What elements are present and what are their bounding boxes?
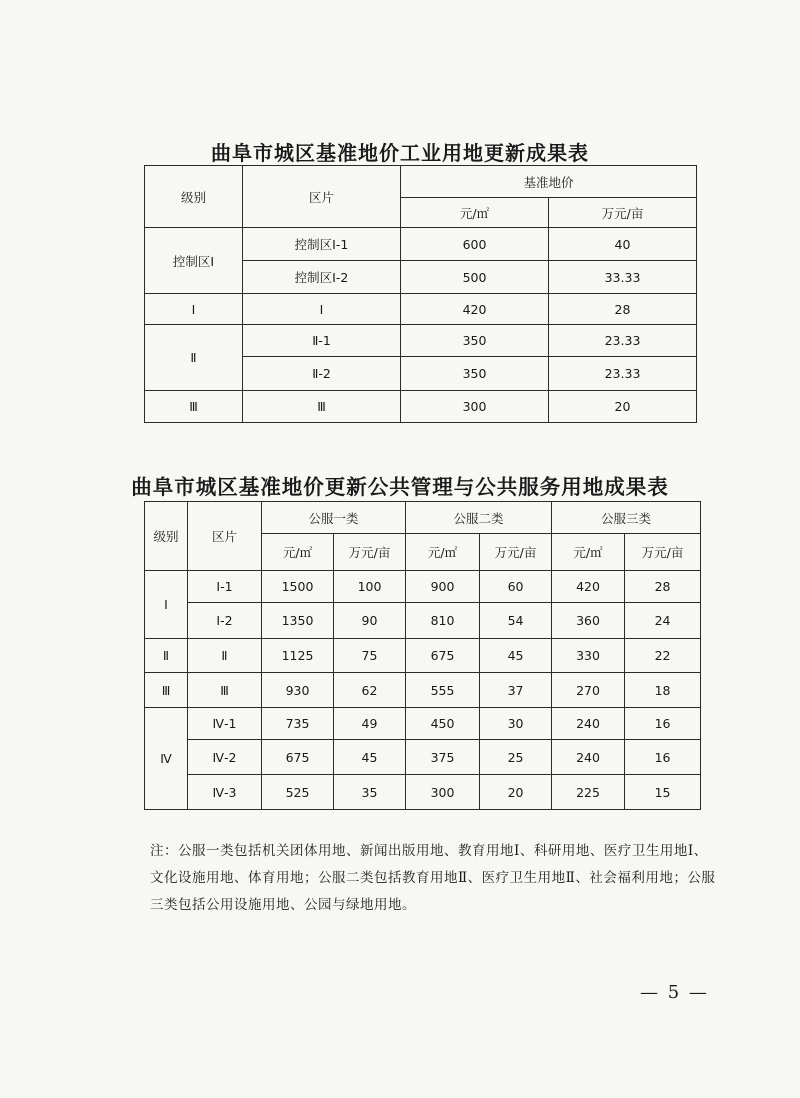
cell-value: 16 [625, 708, 701, 740]
cell-price-mu: 40 [549, 228, 697, 261]
cell-level: Ⅰ [145, 571, 188, 639]
cell-zone: Ⅲ [188, 673, 262, 708]
cell-value: 675 [262, 740, 334, 775]
cell-value: 90 [334, 603, 406, 639]
cell-level: Ⅰ [145, 294, 243, 325]
cell-level: Ⅲ [145, 673, 188, 708]
cell-price-m2: 350 [401, 357, 549, 391]
cell-value: 30 [480, 708, 552, 740]
cell-value: 450 [406, 708, 480, 740]
cell-value: 360 [552, 603, 625, 639]
cell-value: 675 [406, 639, 480, 673]
cell-value: 25 [480, 740, 552, 775]
header-level: 级别 [145, 166, 243, 228]
cell-zone: Ⅰ [243, 294, 401, 325]
cell-zone: Ⅳ-1 [188, 708, 262, 740]
cell-value: 420 [552, 571, 625, 603]
cell-level: Ⅲ [145, 391, 243, 423]
cell-zone: Ⅰ-1 [188, 571, 262, 603]
cell-value: 49 [334, 708, 406, 740]
cell-zone: 控制区Ⅰ-1 [243, 228, 401, 261]
header-unit-mu: 万元/亩 [549, 198, 697, 228]
cell-value: 16 [625, 740, 701, 775]
cell-value: 20 [480, 775, 552, 810]
table2-title: 曲阜市城区基准地价更新公共管理与公共服务用地成果表 [131, 475, 669, 499]
header-unit-m2: 元/㎡ [552, 534, 625, 571]
cell-price-mu: 20 [549, 391, 697, 423]
cell-value: 240 [552, 708, 625, 740]
header-unit-m2: 元/㎡ [406, 534, 480, 571]
cell-price-m2: 420 [401, 294, 549, 325]
header-unit-mu: 万元/亩 [334, 534, 406, 571]
cell-value: 1500 [262, 571, 334, 603]
cell-value: 24 [625, 603, 701, 639]
cell-price-m2: 300 [401, 391, 549, 423]
cell-value: 330 [552, 639, 625, 673]
cell-zone: Ⅰ-2 [188, 603, 262, 639]
cell-value: 555 [406, 673, 480, 708]
cell-value: 45 [480, 639, 552, 673]
header-unit-mu: 万元/亩 [625, 534, 701, 571]
header-zone: 区片 [243, 166, 401, 228]
header-unit-m2: 元/㎡ [401, 198, 549, 228]
cell-value: 900 [406, 571, 480, 603]
cell-zone: Ⅳ-3 [188, 775, 262, 810]
cell-value: 225 [552, 775, 625, 810]
cell-value: 525 [262, 775, 334, 810]
cell-level: Ⅱ [145, 639, 188, 673]
cell-price-m2: 350 [401, 325, 549, 357]
cell-value: 270 [552, 673, 625, 708]
cell-value: 930 [262, 673, 334, 708]
cell-value: 1350 [262, 603, 334, 639]
cell-value: 1125 [262, 639, 334, 673]
header-zone: 区片 [188, 502, 262, 571]
cell-level: Ⅱ [145, 325, 243, 391]
cell-zone: Ⅳ-2 [188, 740, 262, 775]
cell-price-mu: 23.33 [549, 325, 697, 357]
cell-value: 240 [552, 740, 625, 775]
header-base-price: 基准地价 [401, 166, 697, 198]
cell-price-mu: 33.33 [549, 261, 697, 294]
header-unit-mu: 万元/亩 [480, 534, 552, 571]
cell-price-mu: 28 [549, 294, 697, 325]
cell-zone: Ⅲ [243, 391, 401, 423]
cell-value: 37 [480, 673, 552, 708]
cell-level: 控制区Ⅰ [145, 228, 243, 294]
public-service-land-price-table [144, 501, 701, 810]
cell-value: 35 [334, 775, 406, 810]
cell-zone: Ⅱ [188, 639, 262, 673]
cell-level: Ⅳ [145, 708, 188, 810]
cell-zone: Ⅱ-2 [243, 357, 401, 391]
cell-value: 28 [625, 571, 701, 603]
cell-value: 54 [480, 603, 552, 639]
header-category-3: 公服三类 [552, 502, 701, 534]
cell-value: 45 [334, 740, 406, 775]
header-unit-m2: 元/㎡ [262, 534, 334, 571]
header-category-1: 公服一类 [262, 502, 406, 534]
cell-value: 15 [625, 775, 701, 810]
cell-value: 300 [406, 775, 480, 810]
header-level: 级别 [145, 502, 188, 571]
cell-zone: Ⅱ-1 [243, 325, 401, 357]
cell-value: 810 [406, 603, 480, 639]
cell-value: 22 [625, 639, 701, 673]
cell-value: 75 [334, 639, 406, 673]
cell-price-mu: 23.33 [549, 357, 697, 391]
cell-value: 18 [625, 673, 701, 708]
header-category-2: 公服二类 [406, 502, 552, 534]
cell-value: 60 [480, 571, 552, 603]
cell-value: 735 [262, 708, 334, 740]
cell-value: 100 [334, 571, 406, 603]
cell-zone: 控制区Ⅰ-2 [243, 261, 401, 294]
cell-value: 375 [406, 740, 480, 775]
page-number: — 5 — [640, 982, 709, 1003]
cell-price-m2: 500 [401, 261, 549, 294]
table1-title: 曲阜市城区基准地价工业用地更新成果表 [211, 141, 589, 165]
cell-price-m2: 600 [401, 228, 549, 261]
cell-value: 62 [334, 673, 406, 708]
industrial-land-price-table [144, 165, 697, 423]
table-footnote: 注：公服一类包括机关团体用地、新闻出版用地、教育用地Ⅰ、科研用地、医疗卫生用地Ⅰ、文化设施用地、体育用地；公服二类包括教育用地Ⅱ、医疗卫生用地Ⅱ、社会福利用地；公服三类包括公用设施用地、公园与绿地用地。 [150, 843, 716, 913]
